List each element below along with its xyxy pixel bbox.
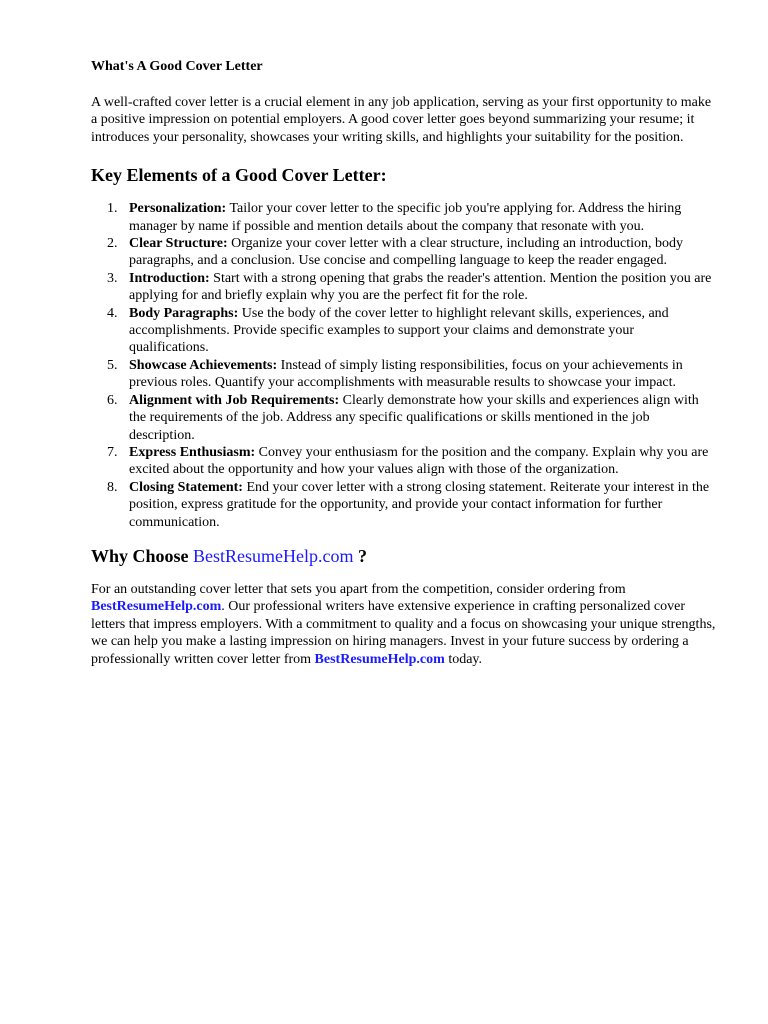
list-item-text: Convey your enthusiasm for the position and the company. Explain why you are excited about the opportunity and how your values align with those of the organization. (129, 444, 709, 478)
list-item-number: 4. (107, 305, 118, 321)
list-item-text: Use the body of the cover letter to highlight relevant skills, experiences, and accomplishments. Provide specific examples to support your claims and demonstrate your qualifications. (129, 305, 669, 356)
why-choose-heading (91, 545, 717, 567)
why-heading-suffix: ? (358, 545, 367, 566)
intro-paragraph: A well-crafted cover letter is a crucial element in any job application, serving as your first opportunity to make a positive impression on potential employers. A good cover letter goes beyond summarizing your resume; it introduces your personality, showcases your writing skills, and highlights your suitability for the position. (91, 95, 712, 145)
heading-site-link[interactable]: BestResumeHelp.com (193, 545, 354, 566)
list-item-number: 8. (107, 479, 118, 495)
list-item-text: Clearly demonstrate how your skills and experiences align with the requirements of the job. Address any specific qualifications or skills mentioned in the job description. (129, 392, 699, 443)
list-item (91, 479, 717, 531)
list-item-term: Clear Structure: (129, 236, 228, 252)
key-elements-heading: Key Elements of a Good Cover Letter: (91, 165, 387, 186)
list-item-text: Instead of simply listing responsibilities, focus on your achievements in previous roles. Quantify your accomplishments with measurable results to showcase your impact. (129, 357, 683, 391)
list-item-number: 1. (107, 201, 118, 217)
list-item-term: Introduction: (129, 270, 210, 286)
list-item-number: 3. (107, 270, 118, 286)
list-item (91, 444, 717, 479)
body-site-link-1[interactable]: BestResumeHelp.com (91, 599, 222, 615)
list-item (91, 392, 717, 444)
why-heading-prefix: Why Choose (91, 545, 189, 566)
list-item-term: Closing Statement: (129, 479, 243, 495)
list-item-term: Express Enthusiasm: (129, 444, 256, 460)
list-item-number: 5. (107, 357, 118, 373)
list-item (91, 270, 717, 305)
list-item-number: 6. (107, 392, 118, 408)
list-item-text: Tailor your cover letter to the specific job you're applying for. Address the hiring manager by name if possible and mention details about the company that resonate with you. (129, 201, 682, 234)
why-choose-paragraph (91, 581, 717, 668)
document-page (91, 58, 717, 668)
list-item-term: Showcase Achievements: (129, 357, 278, 373)
why-body-part3: today. (448, 651, 483, 667)
list-item (91, 235, 717, 270)
why-body-part2: . Our professional writers have extensive experience in crafting personalized cover letters that impress employers. With a commitment to quality and a focus on showcasing your unique strengths, we can help you make a lasting impression on hiring managers. Invest in your future success by ordering a professionally written cover letter from (91, 599, 716, 667)
list-item (91, 357, 717, 392)
list-item-text: End your cover letter with a strong closing statement. Reiterate your interest in the position, express gratitude for the opportunity, and provide your contact information for further communication. (129, 479, 710, 530)
list-item (91, 305, 717, 357)
page-title: What's A Good Cover Letter (91, 59, 263, 74)
list-item-term: Body Paragraphs: (129, 305, 239, 321)
body-site-link-2[interactable]: BestResumeHelp.com (314, 651, 445, 667)
list-item-term: Personalization: (129, 201, 227, 217)
list-item-text: Start with a strong opening that grabs the reader's attention. Mention the position you are applying for and briefly explain why you are the perfect fit for the role. (129, 270, 712, 304)
list-item (91, 200, 717, 235)
list-item-text: Organize your cover letter with a clear structure, including an introduction, body paragraphs, and a conclusion. Use concise and compelling language to keep the reader engaged. (129, 236, 683, 269)
key-elements-list (91, 200, 717, 531)
why-body-part1: For an outstanding cover letter that sets you apart from the competition, consider ordering from (91, 581, 626, 597)
list-item-number: 2. (107, 236, 118, 252)
list-item-term: Alignment with Job Requirements: (129, 392, 340, 408)
list-item-number: 7. (107, 444, 118, 460)
